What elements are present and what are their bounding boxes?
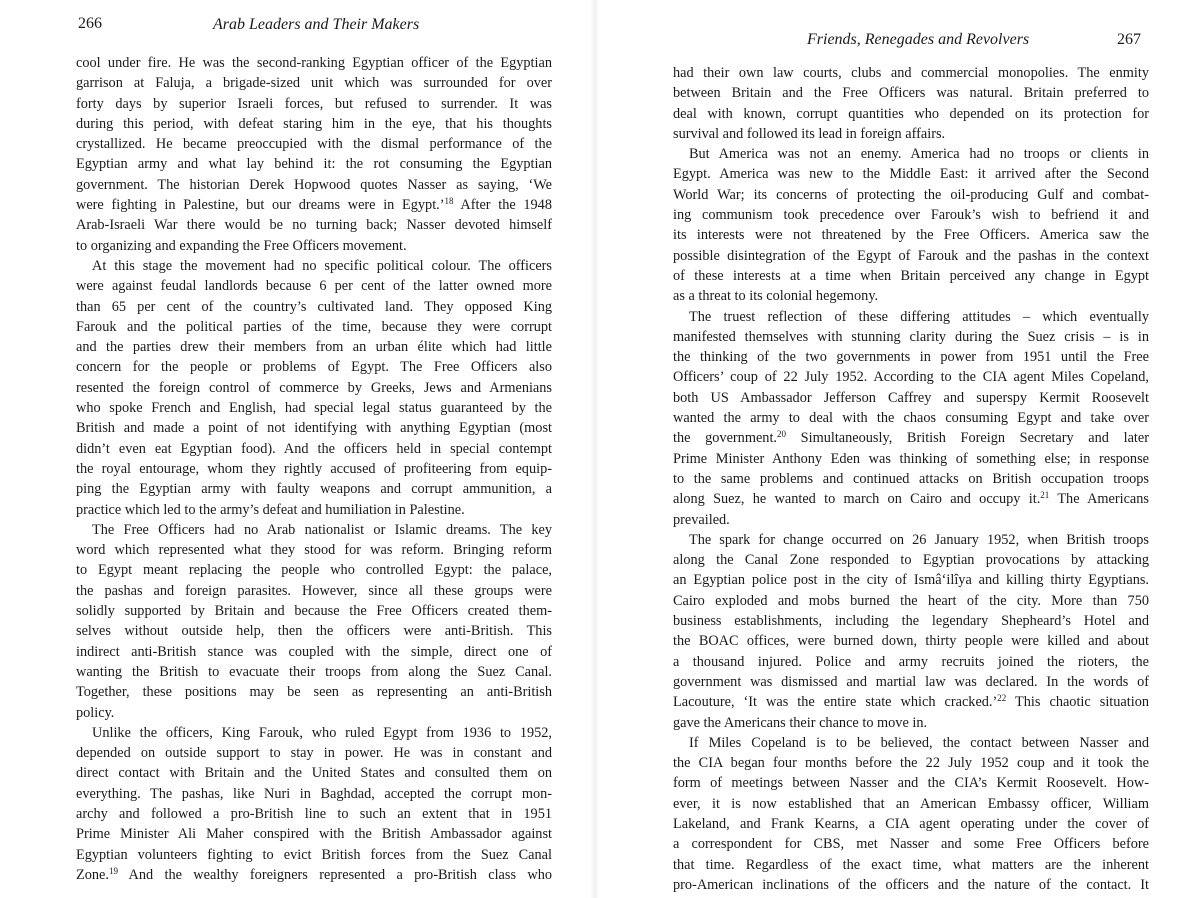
text-line <box>673 753 1149 773</box>
line-text: survival and followed its lead in foreign affairs. <box>673 125 946 142</box>
line-text: ever, it is now established that an American Embassy officer, William <box>673 795 1149 812</box>
line-text: depended on outside support to stay in power. He was in constant and <box>76 745 552 762</box>
text-line <box>673 124 1149 144</box>
text-line <box>673 104 1149 124</box>
text-line <box>76 297 552 317</box>
text-line <box>673 530 1149 550</box>
text-line <box>76 500 552 520</box>
footnote-marker: 21 <box>1040 490 1050 501</box>
line-text: deal with known, corrupt quantities who depended on its protection for <box>673 105 1149 122</box>
text-line <box>76 845 552 865</box>
text-line <box>673 185 1149 205</box>
text-line <box>673 347 1149 367</box>
text-line <box>76 134 552 154</box>
line-text: solidly supported by Britain and because the Free Officers created them- <box>76 603 552 620</box>
line-text: Egyptian volunteers fighting to evict British forces from the Suez Canal <box>76 846 552 863</box>
line-text-continued: And the wealthy foreigners represented a pro-British class who <box>117 866 552 883</box>
text-line <box>673 266 1149 286</box>
text-line <box>76 581 552 601</box>
line-text: resented the foreign control of commerce by Greeks, Jews and Armenians <box>76 379 552 396</box>
text-line <box>76 439 552 459</box>
text-line <box>673 367 1149 387</box>
line-text: ping the Egyptian army with faulty weapons and corrupt ammunition, a <box>76 481 552 498</box>
text-line <box>673 83 1149 103</box>
text-line <box>673 692 1149 712</box>
text-line <box>76 53 552 73</box>
line-text: Zone. <box>76 866 109 883</box>
text-line <box>673 713 1149 733</box>
page-number: 267 <box>1117 31 1141 48</box>
line-text: Egypt. America was new to the Middle East: it arrived after the Second <box>673 166 1149 183</box>
line-text: Prime Minister Ali Maher conspired with the British Ambassador against <box>76 826 552 843</box>
text-line <box>76 94 552 114</box>
line-text-continued: This chaotic situation <box>1006 694 1149 711</box>
line-text: the BOAC offices, were burned down, thirty people were killed and about <box>673 633 1149 650</box>
text-line <box>673 246 1149 266</box>
line-text: policy. <box>76 704 115 721</box>
text-line <box>76 459 552 479</box>
line-text: during this period, with defeat staring him in the eye, that his thoughts <box>76 115 552 132</box>
footnote-marker: 19 <box>108 865 118 876</box>
text-line <box>76 73 552 93</box>
footnote-marker: 20 <box>777 429 786 440</box>
page-number: 266 <box>78 15 102 32</box>
line-text: garrison at Faluja, a brigade-sized unit which was surrounded for over <box>76 75 552 92</box>
line-text: Together, these positions may be seen as representing an anti-British <box>76 684 552 701</box>
page-body <box>76 53 552 885</box>
text-line <box>673 814 1149 834</box>
line-text: Prime Minister Anthony Eden was thinking of something else; in response <box>673 450 1149 467</box>
line-text: crystallized. He became preoccupied with the dismal performance of the <box>76 136 552 153</box>
line-text: Lacouture, ‘It was the entire state which cracked.’ <box>673 694 998 711</box>
line-text: Egyptian army and what lay behind it: the rot consuming the Egyptian <box>76 156 552 173</box>
text-line <box>673 144 1149 164</box>
line-text: forty days by superior Israeli forces, but refused to surrender. It was <box>76 95 552 112</box>
text-line <box>673 672 1149 692</box>
right-page <box>600 0 1195 898</box>
line-text: Farouk and the political parties of the time, because they were corrupt <box>76 318 552 335</box>
line-text: along the Canal Zone responded to Egyptian provocations by attacking <box>673 552 1149 569</box>
text-line <box>76 215 552 235</box>
text-line <box>673 570 1149 590</box>
text-line <box>673 408 1149 428</box>
line-text: the royal entourage, whom they rightly accused of profiteering from equip- <box>76 460 552 477</box>
line-text: archy and followed a pro-British line to such an extent that in 1951 <box>76 805 552 822</box>
text-line <box>673 449 1149 469</box>
running-head: Friends, Renegades and Revolvers <box>807 31 1030 48</box>
text-line <box>673 773 1149 793</box>
line-text: The spark for change occurred on 26 January 1952, when British troops <box>689 531 1149 548</box>
text-line <box>673 489 1149 509</box>
line-text: everything. The pashas, like Nuri in Baghdad, accepted the corrupt mon- <box>76 785 552 802</box>
line-text: the pashas and foreign parasites. However, since all these groups were <box>76 582 552 599</box>
line-text: the government. <box>673 430 777 447</box>
line-text: business establishments, including the legendary Shepheard’s Hotel and <box>673 613 1149 630</box>
line-text: that time. Regardless of the exact time, what matters are the inherent <box>673 856 1149 873</box>
line-text: prevailed. <box>673 511 730 528</box>
line-text: a correspondent for CBS, met Nasser and some Free Officers before <box>673 836 1149 853</box>
line-text: government was dismissed and martial law was declared. In the words of <box>673 673 1149 690</box>
text-line <box>673 875 1149 895</box>
line-text: Arab-Israeli War there would be no turning back; Nasser devoted himself <box>76 217 552 234</box>
line-text: form of meetings between Nasser and the CIA’s Kermit Roosevelt. How- <box>673 775 1149 792</box>
line-text: to organizing and expanding the Free Officers movement. <box>76 237 407 254</box>
text-line <box>76 621 552 641</box>
text-line <box>76 195 552 215</box>
text-line <box>673 733 1149 753</box>
line-text: If Miles Copeland is to be believed, the contact between Nasser and <box>689 734 1149 751</box>
line-text: At this stage the movement had no specific political colour. The officers <box>92 257 552 274</box>
line-text: The truest reflection of these differing attitudes – which eventually <box>689 308 1149 325</box>
line-text: than 65 per cent of the country’s cultivated land. They opposed King <box>76 298 552 315</box>
footnote-marker: 18 <box>444 196 454 207</box>
line-text: along Suez, he wanted to march on Cairo and occupy it. <box>673 491 1041 508</box>
text-line <box>76 154 552 174</box>
text-line <box>76 601 552 621</box>
text-line <box>673 307 1149 327</box>
text-line <box>673 225 1149 245</box>
line-text: were against feudal landlords because 6 per cent of the latter owned more <box>76 278 552 295</box>
text-line <box>76 236 552 256</box>
text-line <box>76 723 552 743</box>
text-line <box>673 794 1149 814</box>
line-text: between Britain and the Free Officers was natural. Britain preferred to <box>673 85 1149 102</box>
text-line <box>673 510 1149 530</box>
text-line <box>76 337 552 357</box>
text-line <box>76 865 552 885</box>
text-line <box>76 256 552 276</box>
text-line <box>76 479 552 499</box>
line-text: But America was not an enemy. America had no troops or clients in <box>689 146 1149 163</box>
line-text: to the same problems and continued attacks on British occupation troops <box>673 470 1149 487</box>
line-text: Officers’ coup of 22 July 1952. According to the CIA agent Miles Copeland, <box>673 369 1149 386</box>
line-text: a thousand injured. Police and army recruits joined the rioters, the <box>673 653 1149 670</box>
line-text-continued: The Americans <box>1049 491 1149 508</box>
text-line <box>673 591 1149 611</box>
text-line <box>76 682 552 702</box>
line-text: the thinking of the two governments in power from 1951 until the Free <box>673 349 1149 366</box>
text-line <box>673 550 1149 570</box>
text-line <box>76 520 552 540</box>
page-body <box>673 63 1149 895</box>
text-line <box>76 418 552 438</box>
text-line <box>76 703 552 723</box>
text-line <box>673 205 1149 225</box>
line-text-continued: Simultaneously, British Foreign Secretary and later <box>786 430 1149 447</box>
text-line <box>76 642 552 662</box>
line-text: of these interests at a time when Britain perceived any change in Egypt <box>673 267 1149 284</box>
text-line <box>76 398 552 418</box>
text-line <box>673 286 1149 306</box>
line-text: direct contact with Britain and the United States and consulted them on <box>76 765 552 782</box>
text-line <box>76 276 552 296</box>
line-text: wanting the British to evacuate their troops from along the Suez Canal. <box>76 663 552 680</box>
text-line <box>673 469 1149 489</box>
text-line <box>673 855 1149 875</box>
text-line <box>673 834 1149 854</box>
text-line <box>673 164 1149 184</box>
text-line <box>76 804 552 824</box>
text-line <box>76 560 552 580</box>
text-line <box>76 378 552 398</box>
line-text: pro-American inclinations of the officers and the nature of the contact. It <box>673 876 1149 893</box>
line-text: and the parties drew their members from an urban élite which had little <box>76 339 552 356</box>
text-line <box>76 114 552 134</box>
text-line <box>76 824 552 844</box>
line-text: The Free Officers had no Arab nationalist or Islamic dreams. The key <box>92 521 552 538</box>
text-line <box>76 784 552 804</box>
line-text: indirect anti-British stance was coupled with the simple, direct one of <box>76 643 552 660</box>
text-line <box>673 611 1149 631</box>
line-text: wanted the army to deal with the chaos consuming Egypt and take over <box>673 410 1149 427</box>
line-text: British and made a point of not identifying with anything Egyptian (most <box>76 420 552 437</box>
line-text: who spoke French and English, had special legal status guaranteed by the <box>76 400 552 417</box>
running-head: Arab Leaders and Their Makers <box>213 16 420 33</box>
line-text: an Egyptian police post in the city of Ismâ‘ilîya and killing thirty Egyptians. <box>673 572 1149 589</box>
text-line <box>76 662 552 682</box>
line-text: word which represented what they stood for was reform. Bringing reform <box>76 542 552 559</box>
line-text: gave the Americans their chance to move in. <box>673 714 928 731</box>
line-text: didn’t even eat Egyptian food). And the officers held in special contempt <box>76 440 552 457</box>
line-text: cool under fire. He was the second-ranking Egyptian officer of the Egyptian <box>76 55 552 71</box>
line-text: as a threat to its colonial hegemony. <box>673 288 879 305</box>
line-text: ing communism took precedence over Farouk’s wish to befriend it and <box>673 207 1149 224</box>
text-line <box>673 388 1149 408</box>
line-text: manifested themselves with stunning clarity during the Suez crisis – is in <box>673 328 1149 345</box>
line-text: World War; its concerns of protecting the oil-producing Gulf and combat- <box>673 186 1149 203</box>
line-text: possible disintegration of the Egypt of Farouk and the pashas in the context <box>673 247 1149 264</box>
line-text: were fighting in Palestine, but our dreams were in Egypt.’ <box>76 197 445 214</box>
text-line <box>76 175 552 195</box>
line-text: both US Ambassador Jefferson Caffrey and superspy Kermit Roosevelt <box>673 389 1149 406</box>
line-text: practice which led to the army’s defeat and humiliation in Palestine. <box>76 501 465 518</box>
text-line <box>76 317 552 337</box>
text-line <box>673 327 1149 347</box>
line-text-continued: After the 1948 <box>453 197 552 214</box>
line-text: selves without outside help, then the officers were anti-British. This <box>76 623 552 640</box>
text-line <box>673 631 1149 651</box>
text-line <box>673 652 1149 672</box>
line-text: the CIA began four months before the 22 July 1952 coup and it took the <box>673 755 1149 772</box>
line-text: Unlike the officers, King Farouk, who ruled Egypt from 1936 to 1952, <box>92 724 552 741</box>
text-line <box>673 63 1149 83</box>
line-text: to Egypt meant replacing the people who controlled Egypt: the palace, <box>76 562 552 579</box>
book-gutter <box>590 0 600 898</box>
text-line <box>76 743 552 763</box>
line-text: Cairo exploded and mobs burned the heart of the city. More than 750 <box>673 592 1149 609</box>
text-line <box>76 357 552 377</box>
line-text: had their own law courts, clubs and commercial monopolies. The enmity <box>673 65 1149 81</box>
footnote-marker: 22 <box>997 693 1007 704</box>
text-line <box>76 540 552 560</box>
text-line <box>76 763 552 783</box>
line-text: concern for the people or problems of Egypt. The Free Officers also <box>76 359 552 376</box>
line-text: its interests were not threatened by the Free Officers. America saw the <box>673 227 1149 244</box>
line-text: government. The historian Derek Hopwood quotes Nasser as saying, ‘We <box>76 176 552 193</box>
text-line <box>673 428 1149 448</box>
line-text: Lakeland, and Frank Kearns, a CIA agent operating under the cover of <box>673 815 1149 832</box>
left-page <box>0 0 590 898</box>
